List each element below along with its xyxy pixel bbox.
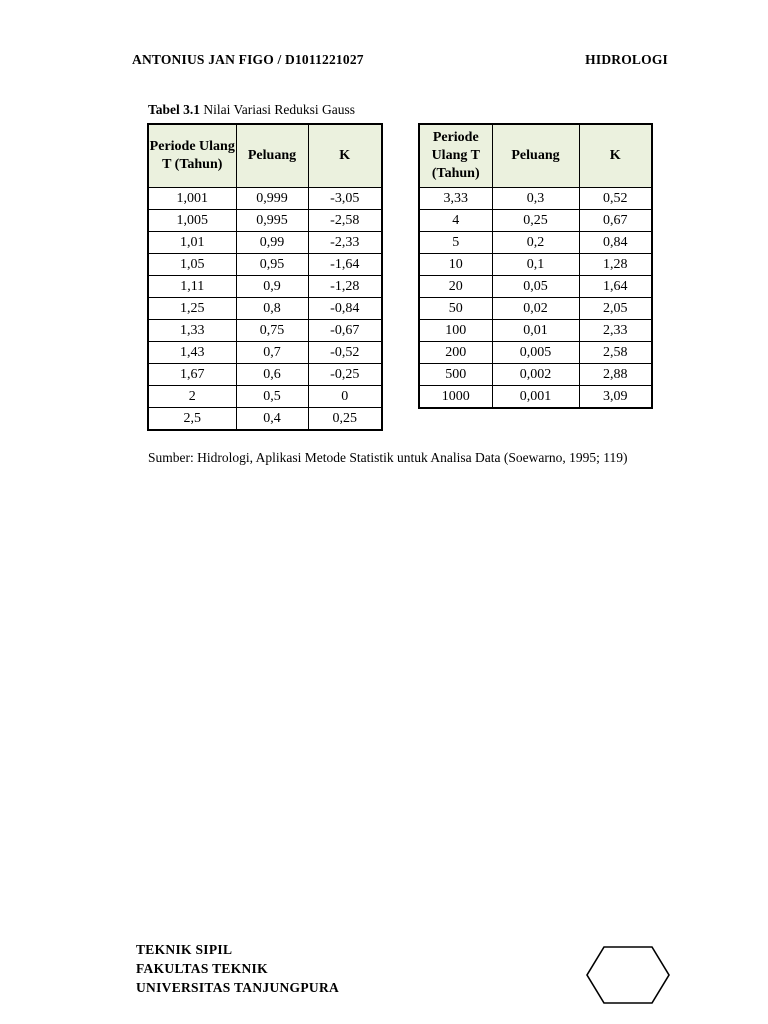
- cell-k: 1,28: [579, 254, 652, 276]
- cell-k: 0,25: [308, 408, 382, 431]
- table-caption: [148, 102, 355, 118]
- cell-k: 1,64: [579, 276, 652, 298]
- cell-probability: 0,999: [236, 188, 308, 210]
- table-row: [419, 342, 652, 364]
- cell-probability: 0,9: [236, 276, 308, 298]
- table-row: [419, 276, 652, 298]
- cell-period: 3,33: [419, 188, 492, 210]
- cell-probability: 0,002: [492, 364, 579, 386]
- table-row: [148, 386, 382, 408]
- cell-period: 1,005: [148, 210, 236, 232]
- table-row: [419, 386, 652, 409]
- table-row: [419, 320, 652, 342]
- table-row: [419, 210, 652, 232]
- column-header-k: K: [579, 124, 652, 188]
- footer-line-department: TEKNIK SIPIL: [136, 942, 233, 957]
- gauss-table-left: [147, 123, 383, 431]
- cell-period: 2: [148, 386, 236, 408]
- cell-probability: 0,4: [236, 408, 308, 431]
- cell-probability: 0,995: [236, 210, 308, 232]
- table-row: [148, 276, 382, 298]
- cell-k: 2,58: [579, 342, 652, 364]
- column-header-period: Periode Ulang T (Tahun): [419, 124, 492, 188]
- cell-k: -2,33: [308, 232, 382, 254]
- cell-probability: 0,75: [236, 320, 308, 342]
- table-row: [148, 232, 382, 254]
- table-row: [148, 210, 382, 232]
- cell-probability: 0,6: [236, 364, 308, 386]
- table-row: [148, 408, 382, 431]
- cell-probability: 0,01: [492, 320, 579, 342]
- footer-line-university: UNIVERSITAS TANJUNGPURA: [136, 980, 340, 995]
- table-row: [148, 254, 382, 276]
- cell-period: 100: [419, 320, 492, 342]
- cell-k: 2,88: [579, 364, 652, 386]
- cell-probability: 0,95: [236, 254, 308, 276]
- cell-period: 1,43: [148, 342, 236, 364]
- cell-period: 1,33: [148, 320, 236, 342]
- cell-probability: 0,3: [492, 188, 579, 210]
- footer-line-faculty: FAKULTAS TEKNIK: [136, 961, 268, 976]
- column-header-k: K: [308, 124, 382, 188]
- table-row: [419, 232, 652, 254]
- table-row: [419, 188, 652, 210]
- table-row: [148, 342, 382, 364]
- cell-k: 0,84: [579, 232, 652, 254]
- header-subject: HIDROLOGI: [585, 52, 668, 67]
- cell-period: 200: [419, 342, 492, 364]
- cell-period: 5: [419, 232, 492, 254]
- gauss-table-right: [418, 123, 653, 409]
- cell-probability: 0,7: [236, 342, 308, 364]
- cell-period: 1,01: [148, 232, 236, 254]
- table-row: [419, 364, 652, 386]
- source-note: Sumber: Hidrologi, Aplikasi Metode Statistik untuk Analisa Data (Soewarno, 1995; 119): [148, 450, 628, 465]
- cell-k: 2,05: [579, 298, 652, 320]
- cell-period: 1,67: [148, 364, 236, 386]
- column-header-probability: Peluang: [492, 124, 579, 188]
- cell-period: 1,11: [148, 276, 236, 298]
- cell-period: 1,001: [148, 188, 236, 210]
- cell-period: 4: [419, 210, 492, 232]
- cell-probability: 0,005: [492, 342, 579, 364]
- cell-k: 0: [308, 386, 382, 408]
- table-row: [148, 298, 382, 320]
- cell-probability: 0,99: [236, 232, 308, 254]
- cell-k: -1,28: [308, 276, 382, 298]
- cell-probability: 0,25: [492, 210, 579, 232]
- column-header-probability: Peluang: [236, 124, 308, 188]
- footer-institution: [136, 940, 339, 997]
- cell-probability: 0,1: [492, 254, 579, 276]
- cell-k: -1,64: [308, 254, 382, 276]
- cell-probability: 0,001: [492, 386, 579, 409]
- cell-probability: 0,5: [236, 386, 308, 408]
- cell-k: -3,05: [308, 188, 382, 210]
- cell-k: -0,67: [308, 320, 382, 342]
- cell-period: 1,05: [148, 254, 236, 276]
- table-row: [419, 298, 652, 320]
- table-row: [419, 254, 652, 276]
- cell-period: 2,5: [148, 408, 236, 431]
- column-header-period: Periode Ulang T (Tahun): [148, 124, 236, 188]
- cell-period: 1,25: [148, 298, 236, 320]
- cell-period: 10: [419, 254, 492, 276]
- cell-probability: 0,2: [492, 232, 579, 254]
- cell-k: -0,84: [308, 298, 382, 320]
- cell-probability: 0,8: [236, 298, 308, 320]
- cell-k: -0,52: [308, 342, 382, 364]
- cell-k: -0,25: [308, 364, 382, 386]
- cell-period: 50: [419, 298, 492, 320]
- page-number-hexagon: [586, 946, 670, 1004]
- cell-k: -2,58: [308, 210, 382, 232]
- table-row: [148, 364, 382, 386]
- table-row: [148, 320, 382, 342]
- cell-k: 2,33: [579, 320, 652, 342]
- table-row: [148, 188, 382, 210]
- cell-k: 0,52: [579, 188, 652, 210]
- cell-period: 1000: [419, 386, 492, 409]
- cell-period: 20: [419, 276, 492, 298]
- cell-k: 3,09: [579, 386, 652, 409]
- cell-probability: 0,02: [492, 298, 579, 320]
- header-author: ANTONIUS JAN FIGO / D1011221027: [132, 52, 364, 67]
- caption-label: Tabel 3.1: [148, 102, 201, 117]
- cell-k: 0,67: [579, 210, 652, 232]
- cell-period: 500: [419, 364, 492, 386]
- cell-probability: 0,05: [492, 276, 579, 298]
- caption-text: Nilai Variasi Reduksi Gauss: [200, 102, 356, 117]
